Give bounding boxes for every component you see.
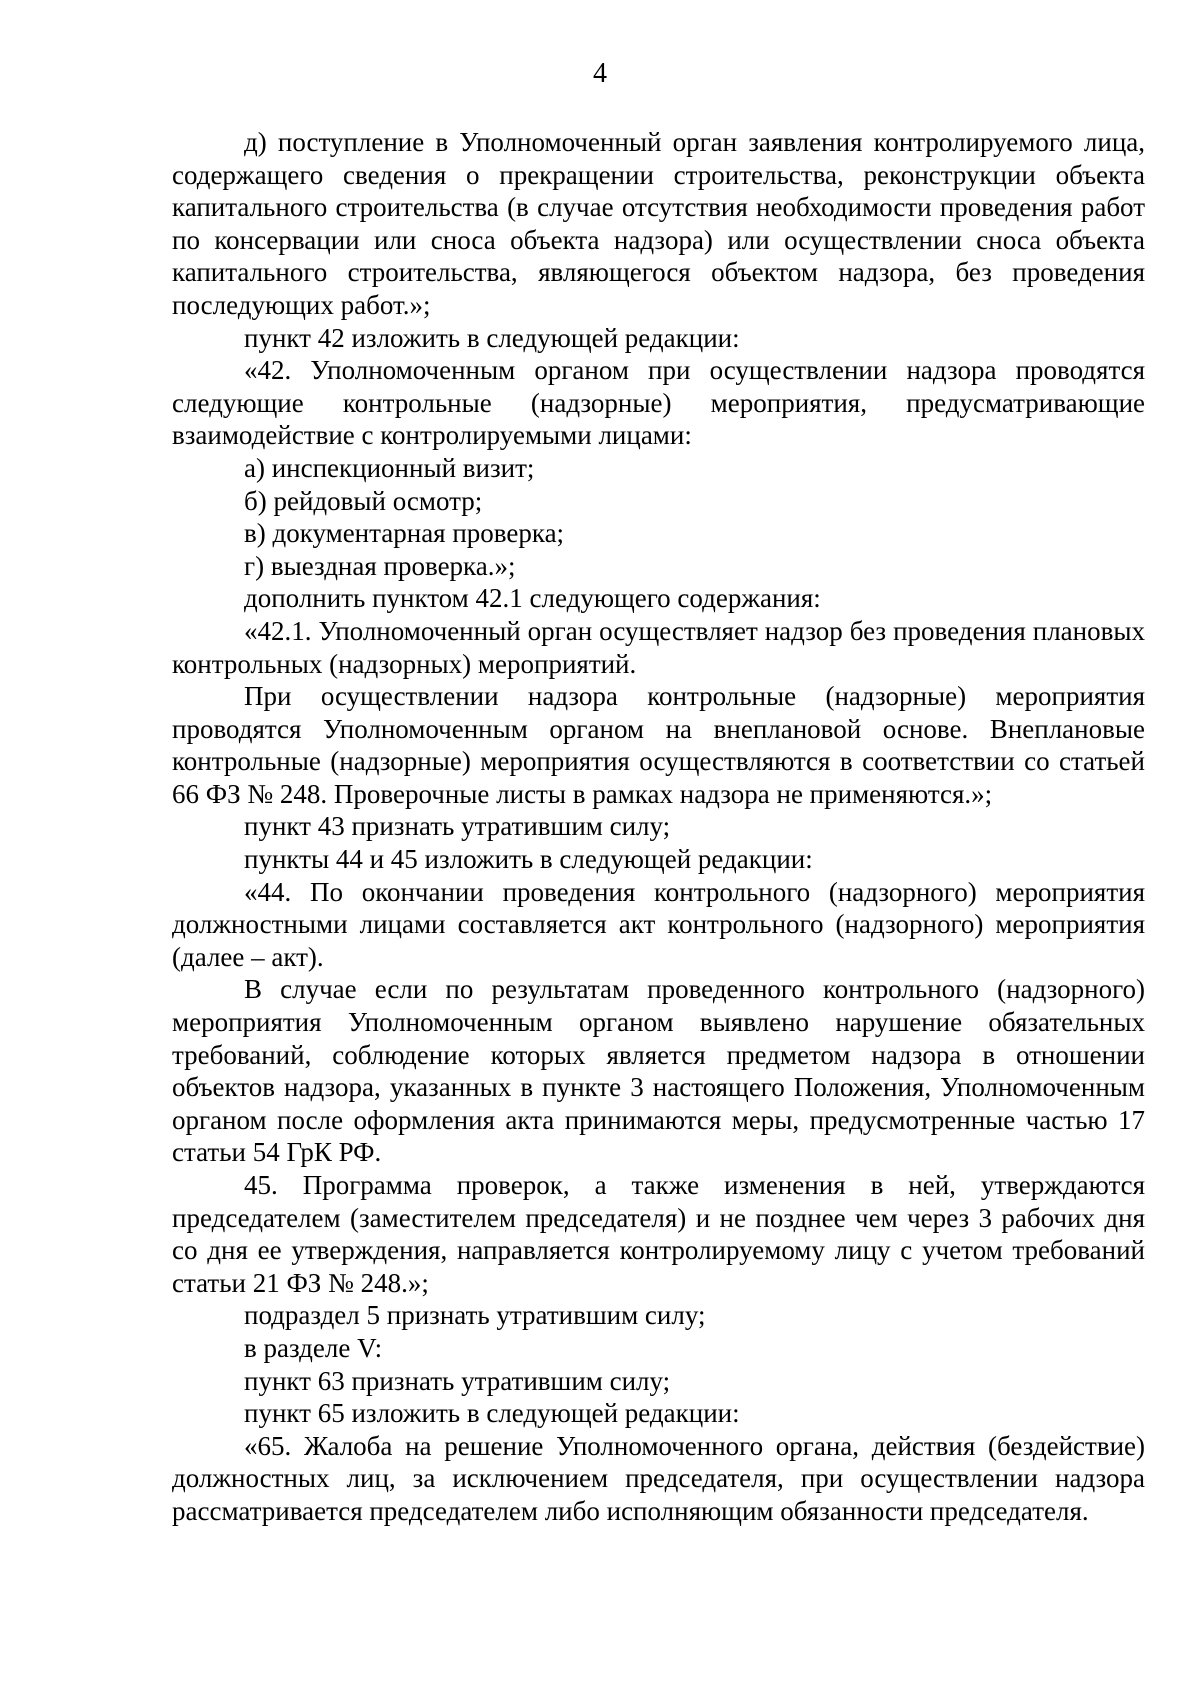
paragraph-45: 45. Программа проверок, а также изменения в ней, утверждаются председателем (заместителем председателя) и не позднее чем через 3 рабочих дня со дня ее утверждения, направляется контролируемому лицу с учетом требований статьи 21 ФЗ № 248.»;: [172, 1170, 1145, 1298]
paragraph-63-void: пункт 63 признать утратившим силу;: [244, 1365, 671, 1396]
document-body: [172, 126, 1145, 1528]
paragraph-65: «65. Жалоба на решение Уполномоченного органа, действия (бездействие) должностных лиц, за исключением председателя, при осуществлении надзора рассматривается председателем либо исполняющим обязанности председателя.: [172, 1430, 1145, 1526]
list-item-g: г) выездная проверка.»;: [244, 550, 516, 581]
paragraph-add-42-1: дополнить пунктом 42.1 следующего содержания:: [244, 583, 821, 614]
paragraph-amend-42: пункт 42 изложить в следующей редакции:: [244, 322, 740, 353]
list-item-v: в) документарная проверка;: [244, 518, 565, 549]
paragraph-subsection-5-void: подраздел 5 признать утратившим силу;: [244, 1300, 706, 1331]
page-number: 4: [593, 58, 607, 89]
paragraph-violation: В случае если по результатам проведенного контрольного (надзорного) мероприятия Уполномоченным органом выявлено нарушение обязательных требований, соблюдение которых является предметом надзора в отношении объектов надзора, указанных в пункте 3 настоящего Положения, Уполномоченным органом после оформления акта принимаются меры, предусмотренные частью 17 статьи 54 ГрК РФ.: [172, 974, 1145, 1168]
paragraph-unscheduled: При осуществлении надзора контрольные (надзорные) мероприятия проводятся Уполномоченным органом на внеплановой основе. Внеплановые контрольные (надзорные) мероприятия осуществляются в соответствии со статьей 66 ФЗ № 248. Проверочные листы в рамках надзора не применяются.»;: [172, 681, 1145, 809]
list-item-b: б) рейдовый осмотр;: [244, 485, 483, 516]
paragraph-42-1: «42.1. Уполномоченный орган осуществляет надзор без проведения плановых контрольных (надзорных) мероприятий.: [172, 615, 1145, 679]
paragraph-42: «42. Уполномоченным органом при осуществлении надзора проводятся следующие контрольные (надзорные) мероприятия, предусматривающие взаимодействие с контролируемыми лицами:: [172, 355, 1145, 451]
paragraph-section-v: в разделе V:: [244, 1332, 383, 1363]
paragraph-43-void: пункт 43 признать утратившим силу;: [244, 811, 671, 842]
paragraph-d-item: д) поступление в Уполномоченный орган заявления контролируемого лица, содержащего сведения о прекращении строительства, реконструкции объекта капитального строительства (в случае отсутствия необходимости проведения работ по консервации или сноса объекта надзора) или осуществлении сноса объекта капитального строительства, являющегося объектом надзора, без проведения последующих работ.»;: [172, 127, 1145, 320]
paragraph-amend-65: пункт 65 изложить в следующей редакции:: [244, 1398, 740, 1429]
paragraph-amend-44-45: пункты 44 и 45 изложить в следующей редакции:: [244, 844, 813, 875]
list-item-a: а) инспекционный визит;: [244, 452, 535, 483]
paragraph-44: «44. По окончании проведения контрольного (надзорного) мероприятия должностными лицами составляется акт контрольного (надзорного) мероприятия (далее – акт).: [172, 876, 1145, 972]
